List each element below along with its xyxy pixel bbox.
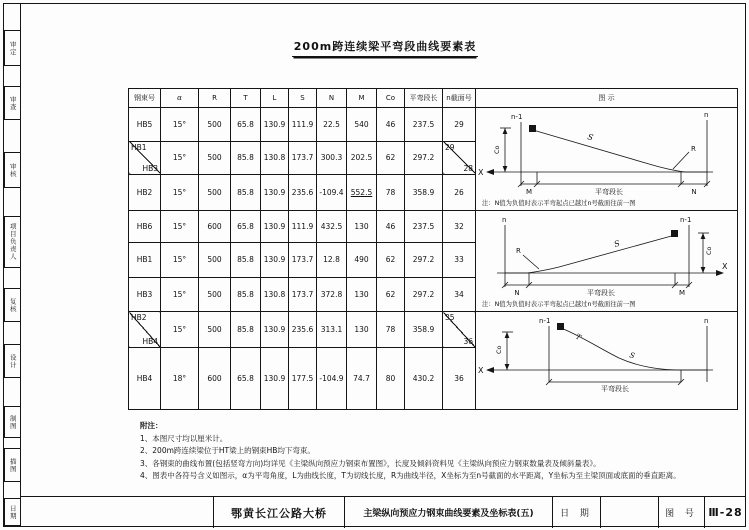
table-cell: 297.2 bbox=[405, 277, 443, 311]
table-cell: -104.9 bbox=[317, 348, 347, 410]
section-no-cell: 26 bbox=[443, 174, 476, 210]
note-line-3: 3、各钢束的曲线布置(包括竖弯方向)均详见《主梁纵向预应力钢束布置图》，长度及倾斜资料见《主梁纵向预应力钢束数量表及倾斜量表》。 bbox=[140, 458, 601, 468]
section-no-cell-split bbox=[443, 141, 476, 174]
table-cell: 235.6 bbox=[289, 174, 317, 210]
section-n1-label: n-1 bbox=[510, 113, 522, 121]
section-no: 29 bbox=[445, 142, 455, 152]
x-axis-label: X bbox=[721, 262, 727, 271]
stamp-riqi: 日期 bbox=[4, 498, 21, 526]
table-cell: 62 bbox=[377, 277, 405, 311]
stamp-miaotu: 描图 bbox=[4, 448, 21, 482]
row-label-split bbox=[129, 312, 161, 348]
table-cell: 130 bbox=[347, 211, 377, 243]
section-no-cell: 36 bbox=[443, 348, 476, 410]
diagram-note: 注：N值为负值时表示平弯起点已越过n号截面往前一图 bbox=[481, 200, 636, 207]
table-cell: 65.8 bbox=[231, 348, 261, 410]
col-header-bend-length: 平弯段长 bbox=[405, 89, 443, 108]
row-label: HB1 bbox=[129, 242, 161, 277]
row-label: HB5 bbox=[129, 108, 161, 142]
table-cell: 237.5 bbox=[405, 211, 443, 243]
table-cell: 62 bbox=[377, 242, 405, 277]
section-n1-label: n-1 bbox=[538, 317, 550, 325]
section-no-cell-split bbox=[443, 312, 476, 348]
sheet-no-label: 图 号 bbox=[658, 497, 704, 528]
table-cell: 85.8 bbox=[231, 174, 261, 210]
table-cell: 62 bbox=[377, 141, 405, 174]
dim-N-label: N bbox=[513, 289, 520, 297]
section-n-label: n bbox=[703, 317, 708, 325]
col-header-S: S bbox=[289, 89, 317, 108]
table-cell: 130.9 bbox=[261, 312, 289, 348]
row-label: HB4 bbox=[142, 337, 158, 347]
table-cell: 18° bbox=[161, 348, 199, 410]
bridge-name: 鄂黄长江公路大桥 bbox=[213, 497, 344, 528]
table-row bbox=[129, 312, 738, 348]
diagram-panel-2 bbox=[476, 211, 738, 312]
dim-bend-length-label: 平弯段长 bbox=[600, 385, 629, 393]
table-cell: 130.9 bbox=[261, 108, 289, 142]
table-cell: 490 bbox=[347, 242, 377, 277]
table-cell: 78 bbox=[377, 174, 405, 210]
table-cell: 358.9 bbox=[405, 312, 443, 348]
section-no-cell: 34 bbox=[443, 277, 476, 311]
stamp-shenhe: 审核 bbox=[4, 152, 21, 188]
table-cell: 22.5 bbox=[317, 108, 347, 142]
table-cell: 85.8 bbox=[231, 277, 261, 311]
table-cell: 313.1 bbox=[317, 312, 347, 348]
dim-M-label: M bbox=[525, 188, 532, 196]
table-cell: 432.5 bbox=[317, 211, 347, 243]
table-cell: 237.5 bbox=[405, 108, 443, 142]
table-row bbox=[129, 211, 738, 243]
table-cell: 177.5 bbox=[289, 348, 317, 410]
row-label: HB6 bbox=[129, 211, 161, 243]
table-cell: 74.7 bbox=[347, 348, 377, 410]
table-cell: 130.9 bbox=[261, 211, 289, 243]
table-cell: 65.8 bbox=[231, 211, 261, 243]
table-cell: 130.8 bbox=[261, 277, 289, 311]
table-cell: 500 bbox=[199, 242, 231, 277]
co-dim-label: Co bbox=[492, 145, 501, 154]
row-label: HB3 bbox=[129, 277, 161, 311]
col-header-section-no: n截面号 bbox=[443, 89, 476, 108]
s-length-label: S bbox=[627, 350, 636, 361]
table-cell: 130.9 bbox=[261, 174, 289, 210]
row-label: HB1 bbox=[131, 142, 147, 152]
table-cell: 500 bbox=[199, 277, 231, 311]
table-cell: 15° bbox=[161, 174, 199, 210]
table-cell: 500 bbox=[199, 141, 231, 174]
notes-heading: 附注： bbox=[140, 421, 163, 430]
row-label: HB3 bbox=[142, 163, 158, 173]
note-line-2: 2、200m跨连续梁位于HT梁上的钢束HB均下弯束。 bbox=[140, 446, 315, 455]
table-cell: 358.9 bbox=[405, 174, 443, 210]
table-cell: 173.7 bbox=[289, 277, 317, 311]
table-cell: 300.3 bbox=[317, 141, 347, 174]
s-length-label: S bbox=[585, 132, 594, 143]
col-header-M: M bbox=[347, 89, 377, 108]
table-cell: 500 bbox=[199, 312, 231, 348]
table-cell: 600 bbox=[199, 348, 231, 410]
col-header-tendon: 钢束号 bbox=[129, 89, 161, 108]
table-cell: 500 bbox=[199, 108, 231, 142]
table-cell: 173.7 bbox=[289, 242, 317, 277]
table-cell: 552.5 bbox=[347, 174, 377, 210]
diagram-note: 注：N值为负值时表示平弯起点已越过n号截面往前一图 bbox=[481, 301, 636, 308]
table-cell: 78 bbox=[377, 312, 405, 348]
section-no: 35 bbox=[445, 313, 455, 322]
table-cell: 540 bbox=[347, 108, 377, 142]
row-label-split bbox=[129, 141, 161, 174]
dim-N-label: N bbox=[690, 188, 697, 196]
section-no: 36 bbox=[463, 337, 473, 347]
table-cell: 15° bbox=[161, 211, 199, 243]
table-cell: 15° bbox=[161, 108, 199, 142]
table-cell: 12.8 bbox=[317, 242, 347, 277]
table-cell: -109.4 bbox=[317, 174, 347, 210]
section-n1-label: n-1 bbox=[679, 216, 691, 224]
stamp-project-lead: 项目负责人 bbox=[4, 216, 21, 268]
radius-label: R bbox=[690, 145, 696, 153]
table-cell: 202.5 bbox=[347, 141, 377, 174]
table-cell: 372.8 bbox=[317, 277, 347, 311]
table-cell: 130 bbox=[347, 312, 377, 348]
table-cell: 85.8 bbox=[231, 312, 261, 348]
t-length-label: T bbox=[573, 331, 583, 343]
s-length-label: S bbox=[612, 238, 621, 249]
table-cell: 130.8 bbox=[261, 141, 289, 174]
row-label: HB4 bbox=[129, 348, 161, 410]
col-header-Co: Co bbox=[377, 89, 405, 108]
stamp-zhitu: 制图 bbox=[4, 406, 21, 438]
co-dim-label: Co bbox=[704, 246, 713, 255]
date-value-cell bbox=[600, 497, 658, 528]
title-block bbox=[20, 496, 746, 528]
table-cell: 297.2 bbox=[405, 141, 443, 174]
drawing-title: 主梁纵向预应力钢束曲线要素及坐标表(五) bbox=[344, 497, 552, 528]
dim-bend-length-label: 平弯段长 bbox=[586, 289, 615, 297]
table-cell: 15° bbox=[161, 242, 199, 277]
x-axis-label: X bbox=[477, 366, 483, 375]
dim-M-label: M bbox=[678, 289, 685, 297]
table-cell: 15° bbox=[161, 141, 199, 174]
table-cell: 46 bbox=[377, 211, 405, 243]
diagram-panel-1 bbox=[476, 108, 738, 211]
table-cell: 235.6 bbox=[289, 312, 317, 348]
page-title: 200m跨连续梁平弯段曲线要素表 bbox=[0, 38, 749, 57]
stamp-fuhe: 复核 bbox=[4, 288, 21, 322]
stamp-shending: 审定 bbox=[4, 30, 21, 66]
section-no: 28 bbox=[463, 163, 473, 173]
section-n-label: n bbox=[501, 216, 506, 224]
table-cell: 15° bbox=[161, 312, 199, 348]
diagram-panel-3 bbox=[476, 312, 738, 410]
table-cell: 111.9 bbox=[289, 108, 317, 142]
co-dim-label: Co bbox=[494, 345, 503, 354]
table-cell: 130.9 bbox=[261, 348, 289, 410]
note-line-4: 4、图表中各符号含义如图示，α为平弯角度，L为曲线长度，T为切线长度，R为曲线半径，X坐标为至n号截面的水平距离，Y坐标为至主梁顶面或底面的垂直距离。 bbox=[140, 471, 681, 480]
section-no-cell: 29 bbox=[443, 108, 476, 142]
col-header-L: L bbox=[261, 89, 289, 108]
table-cell: 130.9 bbox=[261, 242, 289, 277]
notes-block bbox=[140, 420, 740, 483]
stamp-shencha: 审查 bbox=[4, 86, 21, 120]
table-cell: 111.9 bbox=[289, 211, 317, 243]
note-line-1: 1、本图尺寸均以厘米计。 bbox=[140, 433, 228, 443]
table-cell: 297.2 bbox=[405, 242, 443, 277]
table-cell: 46 bbox=[377, 108, 405, 142]
table-cell: 600 bbox=[199, 211, 231, 243]
table-cell: 15° bbox=[161, 277, 199, 311]
table-cell: 65.8 bbox=[231, 108, 261, 142]
stamp-sheji: 设计 bbox=[4, 344, 21, 378]
col-header-alpha: α bbox=[161, 89, 199, 108]
row-label: HB2 bbox=[131, 313, 147, 322]
table-cell: 173.7 bbox=[289, 141, 317, 174]
table-cell: 80 bbox=[377, 348, 405, 410]
curve-elements-table bbox=[128, 88, 738, 410]
section-no-cell: 33 bbox=[443, 242, 476, 277]
row-label: HB2 bbox=[129, 174, 161, 210]
date-label: 日 期 bbox=[552, 497, 600, 528]
radius-label: R bbox=[515, 247, 521, 255]
x-axis-label: X bbox=[477, 168, 483, 177]
dim-bend-length-label: 平弯段长 bbox=[594, 188, 623, 196]
section-no-cell: 32 bbox=[443, 211, 476, 243]
section-n-label: n bbox=[703, 111, 708, 119]
table-cell: 85.8 bbox=[231, 242, 261, 277]
col-header-R: R bbox=[199, 89, 231, 108]
col-header-T: T bbox=[231, 89, 261, 108]
col-header-N: N bbox=[317, 89, 347, 108]
table-cell: 130 bbox=[347, 277, 377, 311]
table-row bbox=[129, 108, 738, 142]
col-header-figure: 图 示 bbox=[476, 89, 738, 108]
table-cell: 85.8 bbox=[231, 141, 261, 174]
title-block-empty-cell bbox=[20, 497, 213, 528]
table-cell: 430.2 bbox=[405, 348, 443, 410]
sheet-no-value: Ⅲ-28 bbox=[704, 497, 746, 528]
table-cell: 500 bbox=[199, 174, 231, 210]
table-header-row bbox=[129, 89, 738, 108]
